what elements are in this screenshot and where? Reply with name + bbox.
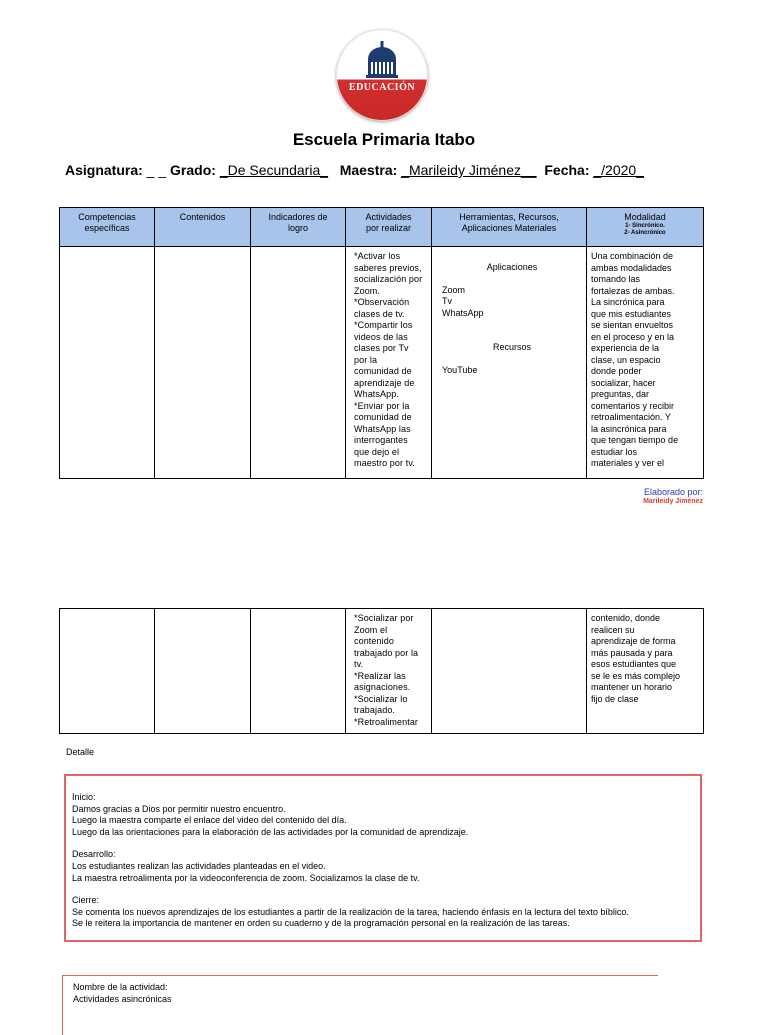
cell-indicadores	[251, 609, 346, 734]
cell-competencias	[60, 247, 155, 479]
col-header-actividades	[346, 208, 432, 247]
activity-box: Nombre de la actividad: Actividades asincrónicas	[62, 975, 658, 1035]
grado-label: Grado:	[170, 162, 216, 178]
cell-contenidos	[155, 609, 251, 734]
header-text: Herramientas, Recursos, Aplicaciones Materiales	[459, 212, 559, 233]
table-header-row	[60, 208, 704, 247]
header-text: Actividades por realizar	[365, 212, 412, 233]
cierre-section: Cierre: Se comenta los nuevos aprendizajes de los estudiantes a partir de la realización de la tarea, haciendo énfasis en la lectura del texto bíblico. Se le reitera la importancia de mantener en orden su cuaderno y de la programación personal en la realización de las tareas.	[72, 895, 629, 929]
cell-actividades	[346, 609, 432, 734]
modalidad-text: contenido, donde realicen su aprendizaje de forma más pausada y para esos estudiantes que se le es más complejo mantener un horario fijo de clase	[591, 613, 681, 704]
cell-herramientas	[432, 247, 587, 479]
education-logo	[336, 29, 428, 121]
detalle-label: Detalle	[66, 747, 95, 757]
tools-list: Zoom Tv WhatsApp	[442, 284, 484, 318]
cell-modalidad	[587, 247, 704, 479]
logo-text: EDUCACIÓN	[348, 82, 416, 93]
planning-table	[59, 207, 704, 479]
table-row	[60, 247, 704, 479]
fecha-label: Fecha:	[544, 162, 590, 178]
elaborado-por	[643, 487, 703, 505]
resources-title: Recursos	[492, 341, 531, 352]
inicio-section: Inicio: Damos gracias a Dios por permitir nuestro encuentro. Luego la maestra comparte el enlace del video del contenido del día. Luego da las orientaciones para la elaboración de las actividades por la comunidad de aprendizaje.	[72, 792, 469, 837]
lesson-detail-box	[64, 774, 702, 942]
modalidad-text: Una combinación de ambas modalidades tomando las fortalezas de ambas. La sincrónica para que mis estudiantes se sientan envueltos en el proceso y en la experiencia de la clase, un espacio donde poder socializar, hacer preguntas, dar comentarios y recibir retroalimentación. Y la asincrónica para que tengan tiempo de estudiar los materiales y ver el	[591, 251, 679, 468]
modalidad-subtitle: 1- Sincrónico. 2- Asincrónico	[624, 223, 666, 236]
school-name: Escuela Primaria Itabo	[292, 130, 476, 149]
asignatura-value: _ _	[142, 162, 171, 178]
tools-block	[432, 247, 586, 388]
dome-building-icon	[360, 37, 404, 81]
asignatura-label: Asignatura:	[65, 162, 143, 178]
col-header-contenidos	[155, 208, 251, 247]
col-header-competencias	[60, 208, 155, 247]
cell-actividades	[346, 247, 432, 479]
header-text: Contenidos	[179, 212, 226, 222]
col-header-indicadores	[251, 208, 346, 247]
cell-indicadores	[251, 247, 346, 479]
elaborado-name: Marileidy Jiménez	[643, 498, 703, 505]
header-meta-line	[65, 162, 644, 178]
header-text: Competencias específicas	[78, 212, 136, 233]
planning-table-continued	[59, 608, 704, 734]
col-header-modalidad	[587, 208, 704, 247]
cell-herramientas	[432, 609, 587, 734]
resources-list: YouTube	[442, 364, 478, 375]
maestra-value: _Marileidy Jiménez__	[401, 162, 537, 178]
header-text: Indicadores de logro	[268, 212, 328, 233]
tools-title: Aplicaciones	[486, 261, 538, 272]
cell-contenidos	[155, 247, 251, 479]
fecha-value: _/2020_	[593, 162, 644, 178]
cell-modalidad	[587, 609, 704, 734]
maestra-label: Maestra:	[339, 162, 398, 178]
desarrollo-section: Desarrollo: Los estudiantes realizan las actividades planteadas en el video. La maestra retroalimenta por la videoconferencia de zoom. Socializamos la clase de tv.	[72, 849, 420, 883]
table-row	[60, 609, 704, 734]
col-header-herramientas	[432, 208, 587, 247]
cell-competencias	[60, 609, 155, 734]
grado-value: _De Secundaria_	[219, 162, 329, 178]
actividades-text: *Socializar por Zoom el contenido trabajado por la tv. *Realizar las asignaciones. *Socializar lo trabajado. *Retroalimentar	[354, 613, 419, 727]
header-text: Modalidad	[624, 212, 666, 222]
elaborado-label: Elaborado por:	[643, 487, 703, 497]
actividades-text: *Activar los saberes previos, socialización por Zoom. *Observación clases de tv. *Compartir los videos de las clases por Tv por la comunidad de aprendizaje de WhatsApp. *Enviar por la comunidad de WhatsApp las interrogantes que dejo el maestro por tv.	[354, 251, 423, 468]
